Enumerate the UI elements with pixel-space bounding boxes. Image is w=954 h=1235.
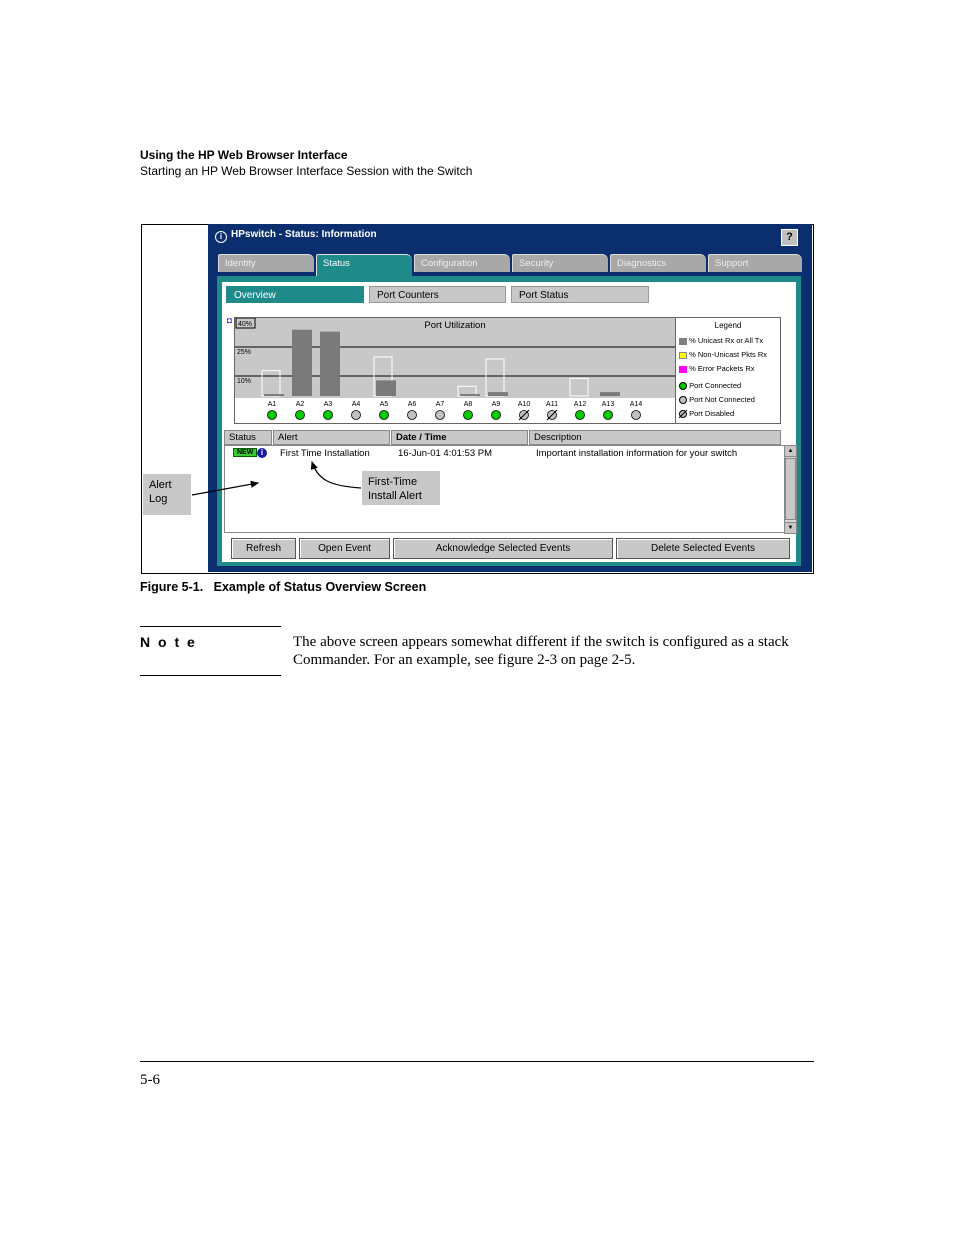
legend-label: Port Connected (689, 381, 742, 390)
help-button[interactable]: ? (781, 229, 798, 246)
note-text: The above screen appears somewhat different if the switch is configured as a stack Commander. For an example, see figure 2-3 on page 2-5. (293, 634, 789, 668)
legend-label: Port Not Connected (689, 395, 755, 404)
column-header-status[interactable]: Status (224, 430, 272, 445)
tab-status[interactable]: Status (316, 254, 412, 276)
alert-datetime: 16-Jun-01 4:01:53 PM (398, 448, 493, 459)
scroll-down-icon[interactable]: ▼ (785, 522, 796, 533)
column-header-datetime[interactable]: Date / Time (391, 430, 528, 445)
note-label: N o t e (140, 634, 197, 650)
info-icon: i (215, 231, 227, 243)
chart-title: Port Utilization (424, 320, 486, 331)
acknowledge-events-button[interactable]: Acknowledge Selected Events (393, 538, 613, 559)
alert-name: First Time Installation (280, 448, 370, 459)
tick-label-A6: A6 (407, 401, 417, 408)
column-header-alert[interactable]: Alert (273, 430, 390, 445)
legend-label: % Error Packets Rx (689, 364, 755, 373)
tick-label-A11: A11 (546, 401, 558, 408)
tick-label-A2: A2 (295, 401, 305, 408)
tick-label-A14: A14 (629, 401, 643, 408)
tick-label-A7: A7 (435, 401, 445, 408)
delete-events-button[interactable]: Delete Selected Events (616, 538, 790, 559)
alert-log-arrow (192, 483, 258, 495)
subtab-port-counters[interactable]: Port Counters (369, 286, 506, 303)
callout-line: Alert (149, 479, 172, 491)
tick-label-A4: A4 (351, 401, 361, 408)
footer-divider (140, 1061, 814, 1062)
legend-label: % Non-Unicast Pkts Rx (689, 350, 768, 359)
window-title: HPswitch - Status: Information (231, 229, 377, 240)
legend-label: Port Disabled (689, 409, 735, 418)
callout-line: First-Time (368, 476, 418, 488)
section-title: Using the HP Web Browser Interface (140, 148, 348, 162)
tick-label-A10: A10 (517, 401, 531, 408)
scale-label: 40% (238, 321, 253, 328)
scroll-up-icon[interactable]: ▲ (785, 446, 796, 457)
callout-line: Log (149, 493, 168, 505)
tick-label-A1: A1 (267, 401, 277, 408)
first-time-arrow (312, 462, 361, 488)
page-number: 5-6 (140, 1072, 160, 1088)
column-header-description[interactable]: Description (529, 430, 781, 445)
figure-caption: Figure 5-1. Example of Status Overview Screen (140, 580, 427, 594)
open-event-button[interactable]: Open Event (299, 538, 390, 559)
gridline-label-25: 25% (237, 349, 252, 356)
tab-security[interactable]: Security (512, 254, 608, 272)
note-divider-bottom (140, 675, 281, 676)
legend-label: % Unicast Rx or All Tx (689, 336, 764, 345)
legend-title: Legend (714, 321, 742, 330)
callout-line: Install Alert (368, 490, 422, 502)
tab-identity[interactable]: Identity (218, 254, 314, 272)
info-icon: i (257, 448, 267, 458)
section-subtitle: Starting an HP Web Browser Interface Session with the Switch (140, 164, 473, 178)
subtab-port-status[interactable]: Port Status (511, 286, 649, 303)
tick-label-A5: A5 (379, 401, 389, 408)
tick-label-A9: A9 (491, 401, 501, 408)
subtab-overview[interactable]: Overview (226, 286, 364, 303)
new-alert-badge: NEW (233, 448, 257, 457)
tick-label-A3: A3 (323, 401, 333, 408)
tab-configuration[interactable]: Configuration (414, 254, 510, 272)
note-divider-top (140, 626, 281, 627)
tick-label-A8: A8 (463, 401, 473, 408)
tick-label-A13: A13 (601, 401, 615, 408)
tab-support[interactable]: Support (708, 254, 802, 272)
gridline-label-10: 10% (237, 378, 252, 385)
alert-description: Important installation information for your switch (536, 448, 738, 459)
tab-diagnostics[interactable]: Diagnostics (610, 254, 706, 272)
tick-label-A12: A12 (573, 401, 587, 408)
bookmark-icon: ◘ (227, 316, 232, 325)
refresh-button[interactable]: Refresh (231, 538, 296, 559)
